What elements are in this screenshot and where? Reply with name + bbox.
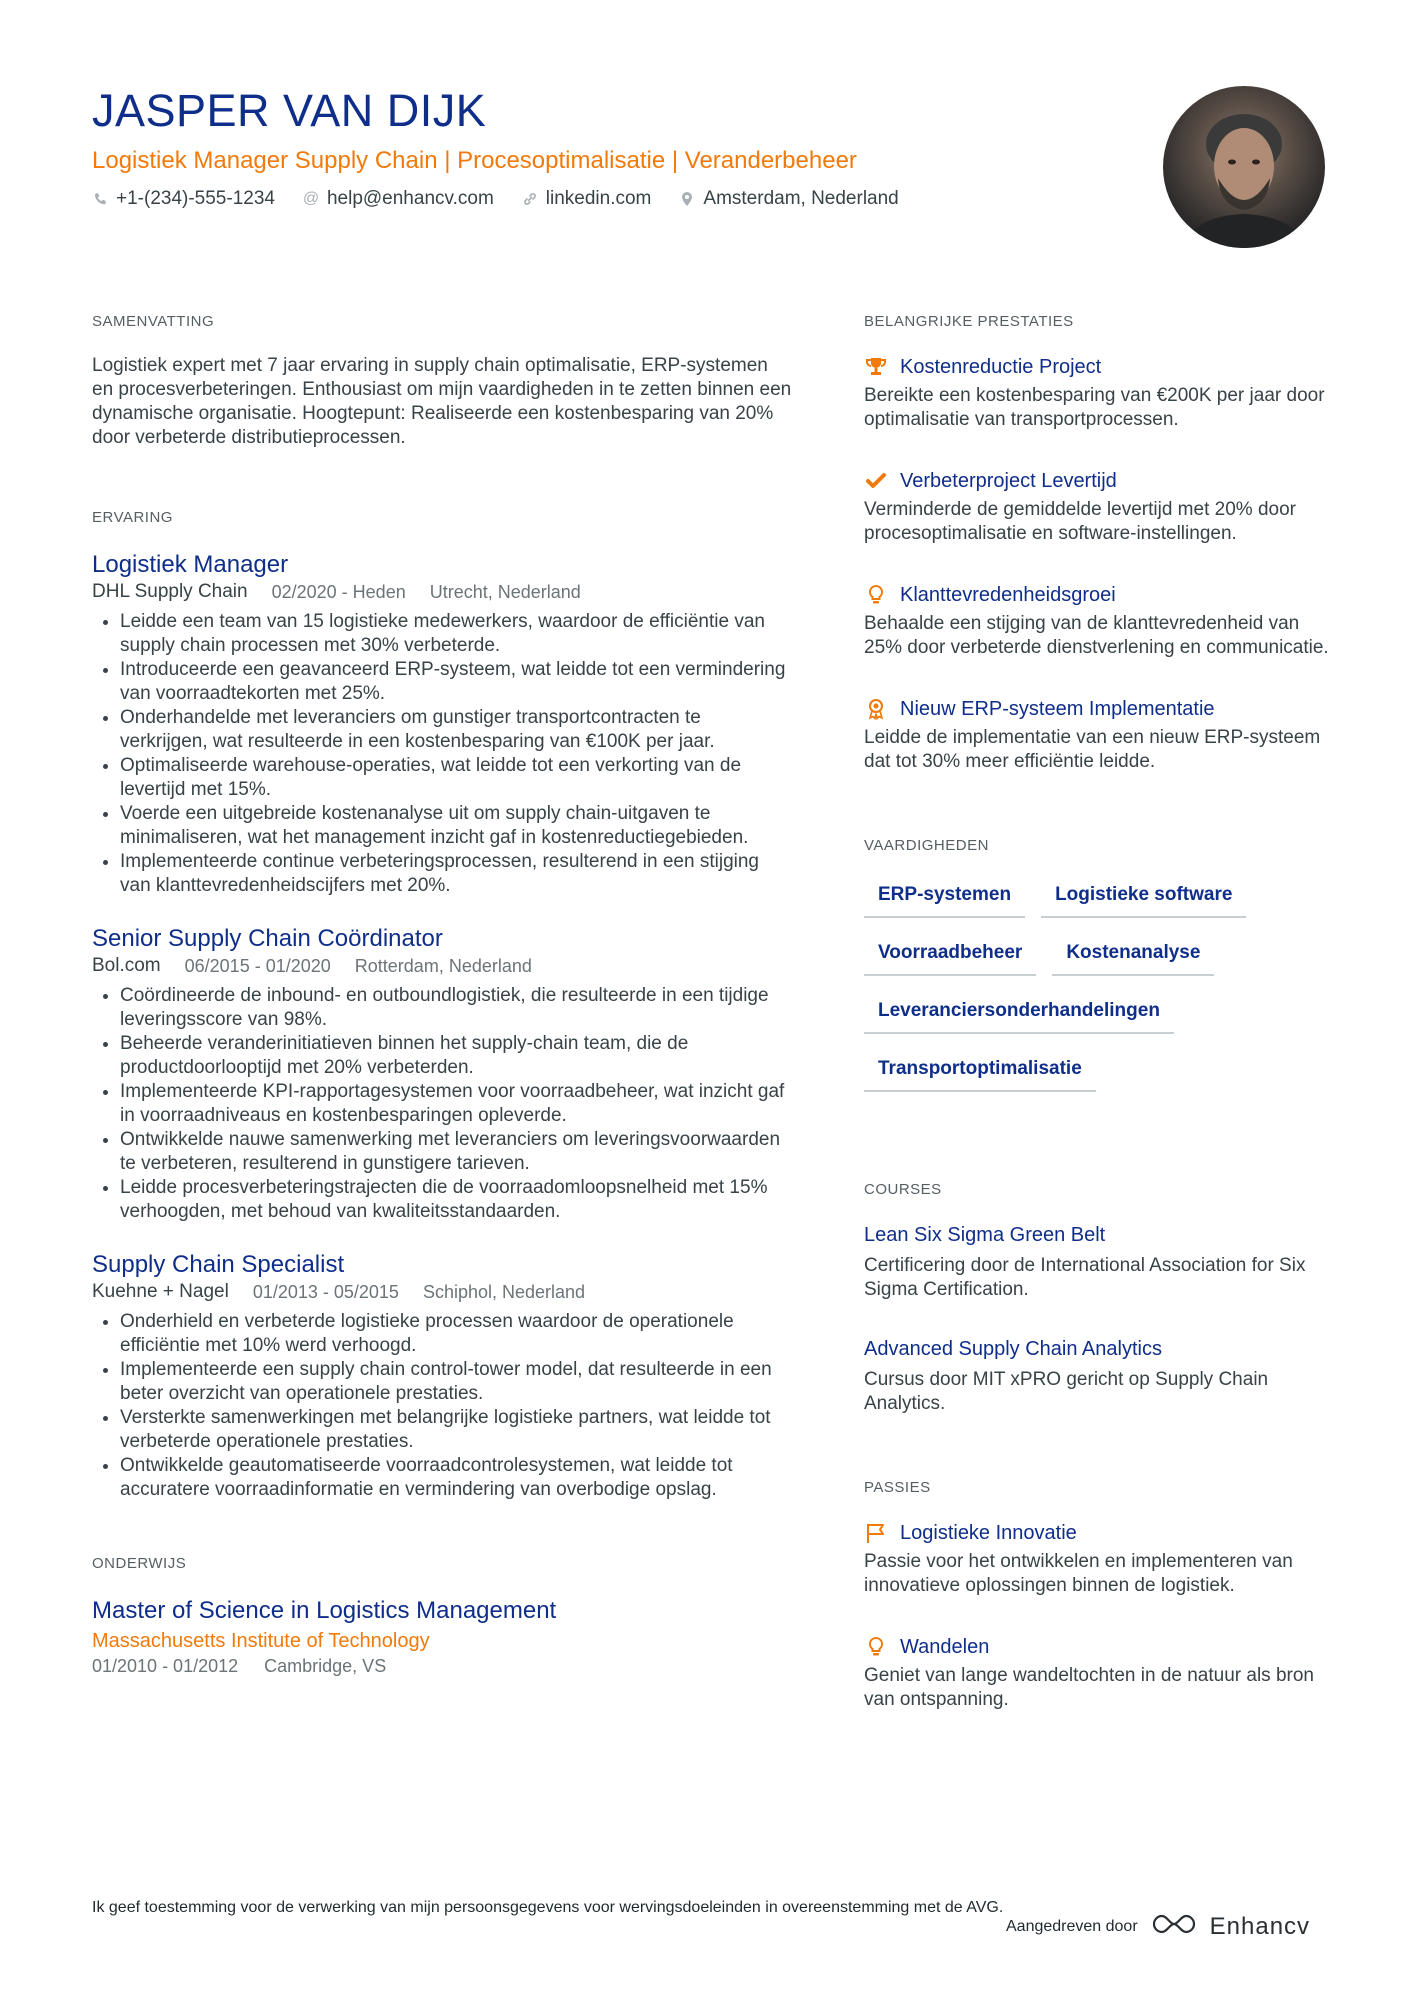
passion-item	[864, 1634, 1334, 1712]
lightbulb-icon	[864, 583, 888, 607]
achievement-title: Klanttevredenheidsgroei	[900, 584, 1116, 606]
job-bullet: • Introduceerde een geavanceerd ERP-systeem, wat leidde tot een vermindering van voorraadtekorten met 25%.	[120, 658, 792, 706]
checkmark-icon	[864, 469, 888, 493]
course-item	[864, 1336, 1334, 1416]
contact-linkedin[interactable]: linkedin.com	[522, 186, 652, 212]
course-desc: Certificering door de International Association for Six Sigma Certification.	[864, 1255, 1306, 1300]
courses-heading: COURSES	[864, 1181, 942, 1198]
job-company: Kuehne + Nagel	[92, 1281, 229, 1302]
job-bullet: • Implementeerde continue verbeteringsprocessen, resulterend in een stijging van klanttevredenheidscijfers met 20%.	[120, 850, 792, 898]
passions-heading: PASSIES	[864, 1479, 931, 1496]
at-icon: @	[302, 190, 320, 207]
edu-dates: 01/2010 - 01/2012	[92, 1656, 239, 1676]
consent-note: Ik geef toestemming voor de verwerking van mijn persoonsgegevens voor wervingsdoeleinden in overeenstemming met de AVG.	[92, 1899, 1004, 1916]
achievement-title: Kostenreductie Project	[900, 356, 1102, 378]
passion-item	[864, 1520, 1334, 1598]
job-title: Supply Chain Specialist	[92, 1251, 345, 1278]
job-location: Rotterdam, Nederland	[354, 956, 532, 976]
job-dates: 02/2020 - Heden	[271, 582, 406, 602]
achievement-desc: Verminderde de gemiddelde levertijd met 20% door procesoptimalisatie en software-instellingen.	[864, 499, 1296, 544]
job-entry	[92, 550, 792, 898]
job-bullet: • Leidde procesverbeteringstrajecten die de voorraadomloopsnelheid met 15% verhoogden, met behoud van kwaliteitsstandaarden.	[120, 1176, 792, 1224]
course-desc: Cursus door MIT xPRO gericht op Supply Chain Analytics.	[864, 1369, 1269, 1414]
job-bullets	[92, 1310, 792, 1502]
passion-desc: Passie voor het ontwikkelen en implementeren van innovatieve oplossingen binnen de logistiek.	[864, 1551, 1293, 1596]
job-title: Logistiek Manager	[92, 551, 289, 578]
link-icon	[522, 191, 538, 207]
passion-title: Logistieke Innovatie	[900, 1522, 1077, 1544]
edu-school: Massachusetts Institute of Technology	[92, 1630, 430, 1652]
achievement-desc: Leidde de implementatie van een nieuw ERP-systeem dat tot 30% meer efficiëntie leidde.	[864, 727, 1321, 772]
job-bullet: • Ontwikkelde nauwe samenwerking met leveranciers om leveringsvoorwaarden te verbeteren, resulterend in gunstigere tarieven.	[120, 1128, 792, 1176]
job-location: Schiphol, Nederland	[422, 1282, 586, 1302]
skill-tag: Leveranciersonderhandelingen	[864, 990, 1174, 1034]
passion-title: Wandelen	[900, 1636, 990, 1658]
job-dates: 01/2013 - 05/2015	[252, 1282, 399, 1302]
job-bullets	[92, 610, 792, 898]
resume-header	[92, 82, 1152, 212]
education-heading: ONDERWIJS	[92, 1555, 187, 1572]
job-company: Bol.com	[92, 955, 161, 976]
achievement-desc: Behaalde een stijging van de klanttevredenheid van 25% door verbeterde dienstverlening en communicatie.	[864, 613, 1329, 658]
job-title: Senior Supply Chain Coördinator	[92, 925, 443, 952]
skill-tag: Kostenanalyse	[1052, 932, 1214, 976]
summary-text: Logistiek expert met 7 jaar ervaring in supply chain optimalisatie, ERP-systemen en procesverbeteringen. Enthousiast om mijn vaardigheden in te zetten binnen een dynamische organisatie. Hoogtepunt: Realiseerde een kostenbesparing van 20% door verbeterde distributieprocessen.	[92, 355, 792, 448]
contact-row	[92, 186, 1152, 212]
award-icon	[864, 697, 888, 721]
phone-icon	[92, 192, 108, 207]
contact-email[interactable]: @ help@enhancv.com	[303, 186, 494, 212]
achievement-desc: Bereikte een kostenbesparing van €200K per jaar door optimalisatie van transportprocessen.	[864, 385, 1325, 430]
brand-name: Enhancv	[1209, 1912, 1311, 1940]
job-bullets	[92, 984, 792, 1224]
job-location: Utrecht, Nederland	[429, 582, 581, 602]
achievement-title: Nieuw ERP-systeem Implementatie	[900, 698, 1215, 720]
job-bullet: • Beheerde veranderinitiatieven binnen het supply-chain team, die de productdoorlooptijd met 20% verbeterden.	[120, 1032, 792, 1080]
flag-icon	[864, 1521, 888, 1545]
powered-by-label: Aangedreven door	[1006, 1917, 1138, 1935]
lightbulb-icon	[864, 1635, 888, 1659]
right-column	[864, 312, 1334, 1748]
job-bullet: • Coördineerde de inbound- en outboundlogistiek, die resulteerde in een tijdige leveringsscore van 98%.	[120, 984, 792, 1032]
left-column	[92, 312, 792, 1678]
job-meta	[92, 954, 792, 978]
skills-heading: VAARDIGHEDEN	[864, 837, 989, 854]
powered-by[interactable]	[1006, 1912, 1310, 1941]
skill-tag: Voorraadbeheer	[864, 932, 1036, 976]
profile-photo	[1163, 86, 1325, 248]
achievement-item	[864, 468, 1334, 546]
job-bullet: • Implementeerde KPI-rapportagesystemen voor voorraadbeheer, wat inzicht gaf in voorraadniveaus en kostenbesparingen opleverde.	[120, 1080, 792, 1128]
edu-degree: Master of Science in Logistics Management	[92, 1597, 557, 1624]
achievement-title: Verbeterproject Levertijd	[900, 470, 1117, 492]
job-bullet: • Implementeerde een supply chain control-tower model, dat resulteerde in een beter overzicht van operationele prestaties.	[120, 1358, 792, 1406]
skill-tag: ERP-systemen	[864, 874, 1025, 918]
job-bullet: • Onderhandelde met leveranciers om gunstiger transportcontracten te verkrijgen, wat resulteerde in een kostenbesparing van €100K per jaar.	[120, 706, 792, 754]
job-bullet: • Voerde een uitgebreide kostenanalyse uit om supply chain-uitgaven te minimaliseren, wat het management inzicht gaf in kostenreductiegebieden.	[120, 802, 792, 850]
skill-tag: Logistieke software	[1041, 874, 1246, 918]
education-entry	[92, 1596, 792, 1678]
job-meta	[92, 1280, 792, 1304]
contact-phone[interactable]: +1-(234)-555-1234	[92, 186, 275, 212]
job-company: DHL Supply Chain	[92, 581, 248, 602]
job-meta	[92, 580, 792, 604]
trophy-icon	[864, 355, 888, 379]
job-bullet: • Versterkte samenwerkingen met belangrijke logistieke partners, wat leidde tot verbeterde operationele prestaties.	[120, 1406, 792, 1454]
course-item	[864, 1222, 1334, 1302]
job-dates: 06/2015 - 01/2020	[184, 956, 331, 976]
location-pin-icon	[679, 191, 695, 207]
job-entry	[92, 1250, 792, 1502]
contact-location: Amsterdam, Nederland	[679, 186, 898, 212]
candidate-title: Logistiek Manager Supply Chain | Procesoptimalisatie | Veranderbeheer	[92, 147, 857, 174]
job-entry	[92, 924, 792, 1224]
summary-heading: SAMENVATTING	[92, 313, 215, 330]
achievement-item	[864, 582, 1334, 660]
enhancv-logo-icon	[1150, 1912, 1198, 1941]
achievement-item	[864, 354, 1334, 432]
edu-meta	[92, 1654, 792, 1678]
skills-list	[864, 874, 1334, 1106]
achievement-item	[864, 696, 1334, 774]
course-title: Lean Six Sigma Green Belt	[864, 1224, 1106, 1246]
job-bullet: • Leidde een team van 15 logistieke medewerkers, waardoor de efficiëntie van supply chain processen met 30% verbeterde.	[120, 610, 792, 658]
achievements-heading: BELANGRIJKE PRESTATIES	[864, 313, 1074, 330]
passion-desc: Geniet van lange wandeltochten in de natuur als bron van ontspanning.	[864, 1665, 1314, 1710]
job-bullet: • Ontwikkelde geautomatiseerde voorraadcontrolesystemen, wat leidde tot accuratere voorraadinformatie en vermindering van overbodige opslag.	[120, 1454, 792, 1502]
edu-location: Cambridge, VS	[264, 1656, 387, 1676]
skill-tag: Transportoptimalisatie	[864, 1048, 1096, 1092]
job-bullet: • Onderhield en verbeterde logistieke processen waardoor de operationele efficiëntie met 10% werd verhoogd.	[120, 1310, 792, 1358]
candidate-name: JASPER VAN DIJK	[92, 85, 487, 136]
job-bullet: • Optimaliseerde warehouse-operaties, wat leidde tot een verkorting van de levertijd met 15%.	[120, 754, 792, 802]
course-title: Advanced Supply Chain Analytics	[864, 1338, 1162, 1360]
experience-heading: ERVARING	[92, 509, 173, 526]
